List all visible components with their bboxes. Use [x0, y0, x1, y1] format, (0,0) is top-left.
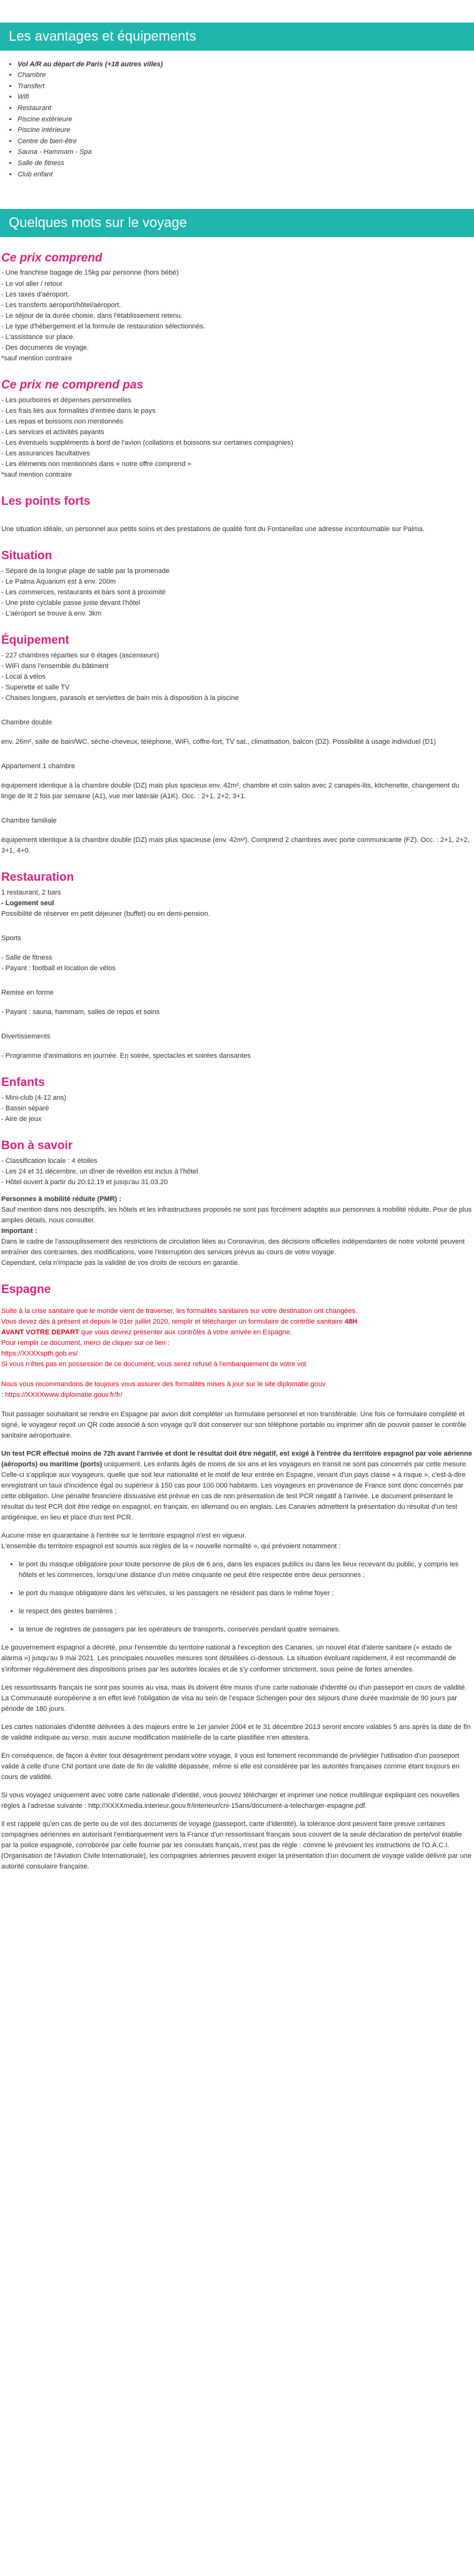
important-text: Cependant, cela n'impacte pas la validité de vos droits de recours en garantie. [1, 1259, 240, 1267]
alert-line: Si vous n'êtes pas en possession de ce document, vous serez refusé à l'embarquement de votre vol. [1, 1361, 308, 1369]
quarantine-text: Aucune mise en quarantaine à l'entrée sur le territoire espagnol n'est en vigueur. [1, 1532, 246, 1540]
amenity-item: • Piscine intérieure [18, 125, 474, 136]
included-line: - Une franchise bagage de 15kg par personne (hors bébé) [1, 269, 179, 277]
apartment-text: équipement identique à la chambre double (DZ) mais plus spacieux env. 42m², chambre et coin salon avec 2 canapés-lits, kitchenette, changement du linge de lit 2 fois par semaine (A1), vue mer latérale (A1K). Occ. : 2+1, 2+2, 3+1. [1, 781, 460, 800]
alert-emphasis: AVANT VOTRE DEPART [1, 1329, 79, 1337]
situation-line: - Une piste cyclable passe juste devant l'hôtel [1, 599, 141, 607]
entertainment-title: Divertissements [1, 1033, 51, 1041]
amenities-list [18, 59, 474, 181]
alert-line: Pour remplir ce document, merci de cliquer sur ce lien : [1, 1339, 169, 1347]
strengths-title: Les points forts [1, 495, 91, 509]
spain-paragraph: Le gouvernement espagnol a décrété, pour l'ensemble du territoire national à l'exception des Canaries, un nouvel état d'alerte sanitaire (« estado de alarma ») jusqu'au 9 mai 2021. Les principales nouvelles mesures sont détaillées ci-dessous. La situation évoluant rapidement, il est recommandé de s'informer régulièrement des dispositions prises par les autorités locales et de s'y conformer strictement, sous peine de fortes amendes. [1, 1644, 456, 1673]
spain-paragraph: Les cartes nationales d'identité délivrées à des majeurs entre le 1er janvier 2004 et le 31 décembre 2013 seront encore valables 5 ans après la date de fin de validité indiquée au verso, mais aucune modification matérielle de la carte plastifiée n'en attestera. [1, 1723, 471, 1742]
included-line: - Le type d'hébergement et la formule de restauration sélectionnés. [1, 322, 206, 330]
health-form-link[interactable]: https://XXXXspth.gob.es/ [1, 1350, 78, 1358]
equipment-line: - 227 chambres réparties sur 6 étages (ascenseurs) [1, 651, 159, 659]
restaurant-line: Possibilité de réserver en petit déjeuner (buffet) ou en demi-pension. [1, 910, 210, 918]
included-line: - L'assistance sur place. [1, 333, 75, 341]
excluded-line: - Les assurances facultatives [1, 449, 90, 457]
included-title: Ce prix comprend [1, 251, 103, 265]
included-line: - Les taxes d'aéroport. [1, 290, 70, 298]
included-line: - Les transferts aéroport/hôtel/aéroport. [1, 301, 121, 309]
double-room-title: Chambre double [1, 718, 53, 726]
amenity-item: • Salle de fitness [18, 158, 474, 170]
excluded-line: - Les frais liés aux formalités d'entrée dans le pays [1, 407, 156, 415]
amenity-item: • Club enfant [18, 170, 474, 181]
important-text: Dans le cadre de l'assouplissement des restrictions de circulation liées au Coronavirus, des décisions officielles indépendantes de notre volonté peuvent entraîner des contraintes, des modifications, voire l'interruption des services prévus au cours de votre voyage. [1, 1238, 465, 1257]
equipment-list [1, 651, 473, 704]
pcr-text: uniquement. Les enfants âgés de moins de six ans et les voyageurs en transit ne sont pas concernés par cette mesure. Celle-ci s'applique aux voyageurs, quelle que soit leur nationalité et le motif de leur entrée en Espagne, venant d'un pays classé « à risque », c'est-à-dire enregistrant un taux d'incidence égal ou supérieur à 150 cas pour 100 000 habitants. Les voyageurs en provenance de France sont donc concernés par cette obligation. Une pénalité financière dissuasive est prévue en cas de non présentation de test PCR négatif à l'arrivée. Le document présentant le résultat du test PCR doit être rédigé en espagnol, en français, en allemand ou en anglais. Les Canaries admettent la présentation du résultat d'un test antigénique, en lieu et place d'un test PCR. [1, 1460, 468, 1522]
restaurant-title: Restauration [1, 871, 74, 885]
wellness-list [1, 1007, 473, 1018]
spain-paragraph: Tout passager souhaitant se rendre en Espagne par avion doit compléter un formulaire personnel et non transférable. Une fois ce formulaire complété et signé, le voyageur reçoit un QR code associé à son voyage qu'il doit conserver sur son téléphone portable ou imprimer afin de pouvoir passer le contrôle sanitaire aéroportuaire. [1, 1410, 466, 1439]
included-list [1, 268, 473, 363]
excluded-line: - Les services et activités payants [1, 428, 104, 436]
alert-line [1, 1317, 473, 1327]
sports-line: - Salle de fitness [1, 954, 53, 962]
included-note: *sauf mention contraire [1, 354, 73, 362]
entertainment-line: - Programme d'animations en journée. En soirée, spectacles et soirées dansantes [1, 1052, 251, 1060]
amenities-header: Les avantages et équipements [0, 23, 474, 51]
family-room-text: équipement identique à la chambre double (DZ) mais plus spacieuse (env. 42m²). Comprend 2 chambres avec porte communicante (FZ). Occ. : 2+1, 2+2, 3+1, 4+0. [1, 836, 470, 855]
sports-title: Sports [1, 935, 21, 943]
alert-text: Vous devez dès à présent et depuis le 01er juillet 2020, remplir et télécharger un formulaire de contrôle sanitaire [1, 1318, 345, 1326]
amenity-item: • Chambre [18, 70, 474, 81]
sanitary-rule: • le respect des gestes barrières ; [19, 1606, 473, 1617]
excluded-line: - Les pourboires et dépenses personnelles [1, 396, 131, 404]
children-line: - Mini-club (4-12 ans) [1, 1094, 66, 1102]
pmr-title: Personnes à mobilité réduite (PMR) : [1, 1195, 121, 1204]
amenity-item: • Vol A/R au départ de Paris (+18 autres villes) [18, 59, 474, 71]
good-to-know-title: Bon à savoir [1, 1139, 73, 1153]
good-to-know-line: - Les 24 et 31 décembre, un dîner de réveillon est inclus à l'hôtel [1, 1168, 198, 1176]
amenity-item: • Wifi [18, 92, 474, 103]
diplomatie-link[interactable]: : https://XXXXwww.diplomatie.gouv.fr/fr/ [1, 1391, 123, 1399]
children-title: Enfants [1, 1076, 45, 1090]
alert-line [1, 1327, 473, 1338]
equipment-line: - Local à vélos [1, 672, 46, 681]
spain-paragraph: Les ressortissants français ne sont pas soumis au visa, mais ils doivent être munis d'une carte nationale d'identité ou d'un passeport en cours de validité. La Communauté européenne a en effet levé l'obligation de visa au sein de l'espace Schengen pour des séjours d'une durée maximale de 90 jours par période de 180 jours. [1, 1683, 467, 1713]
equipment-title: Équipement [1, 633, 69, 647]
situation-line: - L'aéroport se trouve à env. 3km [1, 609, 102, 617]
situation-line: - Les commerces, restaurants et bars sont à proximité [1, 588, 166, 596]
important-title: Important : [1, 1227, 38, 1235]
children-list [1, 1093, 473, 1125]
children-line: - Bassin séparé [1, 1105, 49, 1113]
excluded-list [1, 395, 473, 480]
excluded-line: - Les éventuels suppléments à bord de l'avion (collations et boissons sur certaines compagnies) [1, 439, 293, 447]
spain-pcr-paragraph [1, 1449, 473, 1523]
trip-description [0, 251, 474, 1873]
sanitary-rule: • la tenue de registres de passagers par les opérateurs de transports, conservés pendant quatre semaines. [19, 1625, 473, 1635]
excluded-note: *sauf mention contraire [1, 470, 73, 479]
good-to-know-list [1, 1156, 473, 1188]
sports-list [1, 953, 473, 974]
included-line: - Le vol aller / retour [1, 280, 63, 288]
restaurant-line: 1 restaurant, 2 bars [1, 888, 61, 896]
amenity-item: • Centre de bien-être [18, 136, 474, 148]
pmr-text: Sauf mention dans nos descriptifs, les hôtels et les infrastructures proposés ne sont pas forcément adaptés aux personnes à mobilité réduite. Pour de plus amples détails, nous consulter. [1, 1206, 472, 1225]
wellness-line: - Payant : sauna, hammam, salles de repos et soins [1, 1008, 160, 1017]
good-to-know-line: - Hôtel ouvert à partir du 20.12.19 et jusqu'au 31.03.20 [1, 1179, 168, 1187]
equipment-line: - Chaises longues, parasols et serviettes de bain mis à disposition à la piscine [1, 694, 239, 702]
amenity-item: • Restaurant [18, 103, 474, 114]
apartment-title: Appartement 1 chambre [1, 762, 76, 770]
diplomatie-note [1, 1379, 473, 1401]
spain-title: Espagne [1, 1283, 51, 1297]
trip-words-header: Quelques mots sur le voyage [0, 209, 474, 237]
amenity-item: • Transfert [18, 81, 474, 93]
spain-paragraph [1, 1531, 473, 1552]
pcr-emphasis: Un test PCR effectué moins de 72h avant l'arrivée et dont le résultat doit être négatif, est exigé à l'entrée du territoire espagnol par voie aérienne (aéroports) ou maritime (ports) [1, 1449, 472, 1468]
included-line: - Le séjour de la durée choisie, dans l'établissement retenu. [1, 312, 183, 320]
situation-list [1, 566, 473, 619]
situation-title: Situation [1, 549, 53, 562]
excluded-line: - Les éléments non mentionnés dans « notre offre comprend » [1, 460, 191, 468]
alert-emphasis: 48H [345, 1318, 358, 1326]
sanitary-rule: • le port du masque obligatoire dans les véhicules, si les passagers ne résident pas dans le même foyer ; [19, 1588, 473, 1599]
amenity-item: • Sauna - Hammam - Spa [18, 147, 474, 158]
situation-line: - Séparé de la longue plage de sable par la promenade [1, 567, 170, 575]
situation-line: - Le Palma Aquarium est à env. 200m [1, 577, 116, 586]
entertainment-list [1, 1051, 473, 1062]
children-line: - Aire de jeux [1, 1115, 42, 1123]
amenity-item: • Piscine extérieure [18, 114, 474, 126]
sanitary-rule: • le port du masque obligatoire pour toute personne de plus de 6 ans, dans les espaces publics ou dans les lieux recevant du public, y compris les hôtels et les commerces, lorsqu'une distance d'un mètre cinquante ne peut être respectée entre deux personnes ; [19, 1559, 473, 1581]
restaurant-board: - Logement seul [1, 899, 54, 907]
spain-paragraph: Si vous voyagez uniquement avec votre carte nationale d'identité, vous pouvez télécharger et imprimer une notice multilingue expliquant ces nouvelles règles à l'adresse suivante : http://XXXXmedia.interieur.gouv.fr/interieur/cni-15ans/document-a-telecharger-espagne.pdf. [1, 1791, 460, 1810]
normality-text: L'ensemble du territoire espagnol est soumis aux règles de la « nouvelle normalité », qui prévoient notamment : [1, 1543, 341, 1551]
strengths-text: Une situation idéale, un personnel aux petits soins et des prestations de qualité font du Fontanellas une adresse incontournable sur Palma. [1, 525, 425, 533]
included-line: - Des documents de voyage. [1, 343, 89, 352]
sanitary-rules-list [19, 1559, 473, 1635]
sports-line: - Payant : football et location de vélos [1, 965, 116, 973]
equipment-line: - Superette et salle TV [1, 683, 70, 691]
alert-line: Suite à la crise sanitaire que le monde vient de traverser, les formalités sanitaires sur votre destination ont changées. [1, 1307, 358, 1316]
good-to-know-line: - Classification locale : 4 étoiles [1, 1157, 98, 1165]
spain-paragraph: Il est rappelé qu'en cas de perte ou de vol des documents de voyage (passeport, carte d'identité), la tolérance dont peuvent faire preuve certaines compagnies aériennes en autorisant l'embarquement vers la France d'un ressortissant français sous couvert de la seule déclaration de perte/vol établie par la police espagnole, corroborée par celle fournie par les consulats français, n'est pas de règle : comme le prévoient les instructions de l'O.A.C.I. (Organisation de l'Aviation Civile Internationale), les compagnies aériennes peuvent exiger la présentation d'un document de voyage valide délivré par une autorité consulaire française. [1, 1820, 471, 1871]
sanitary-alert [1, 1306, 473, 1370]
excluded-line: - Les repas et boissons non mentionnés [1, 417, 124, 425]
restaurant-block [1, 888, 473, 920]
diplomatie-text: Nous vous recommandons de toujours vous assurer des formalités mises à jour sur le site diplomatie.gouv [1, 1380, 326, 1388]
spain-paragraph: En conséquence, de façon à éviter tout désagrément pendant votre voyage, il vous est fortement recommandé de privilégier l'utilisation d'un passeport valide à celle d'une CNI portant une date de fin de validité dépassée, même si elle est considérée par les autorités françaises comme étant toujours en cours de validité. [1, 1752, 460, 1781]
double-room-text: env. 26m², salle de bain/WC, sèche-cheveux, téléphone, WiFi, coffre-fort, TV sat., climatisation, balcon (DZ). Possibilité à usage individuel (D1) [1, 738, 436, 746]
excluded-title: Ce prix ne comprend pas [1, 378, 144, 392]
wellness-title: Remise en forme [1, 989, 54, 997]
family-room-title: Chambre familiale [1, 817, 57, 825]
alert-text: que vous devrez présenter aux contrôles à votre arrivée en Espagne. [79, 1329, 292, 1337]
equipment-line: - WiFi dans l'ensemble du bâtiment [1, 662, 109, 670]
